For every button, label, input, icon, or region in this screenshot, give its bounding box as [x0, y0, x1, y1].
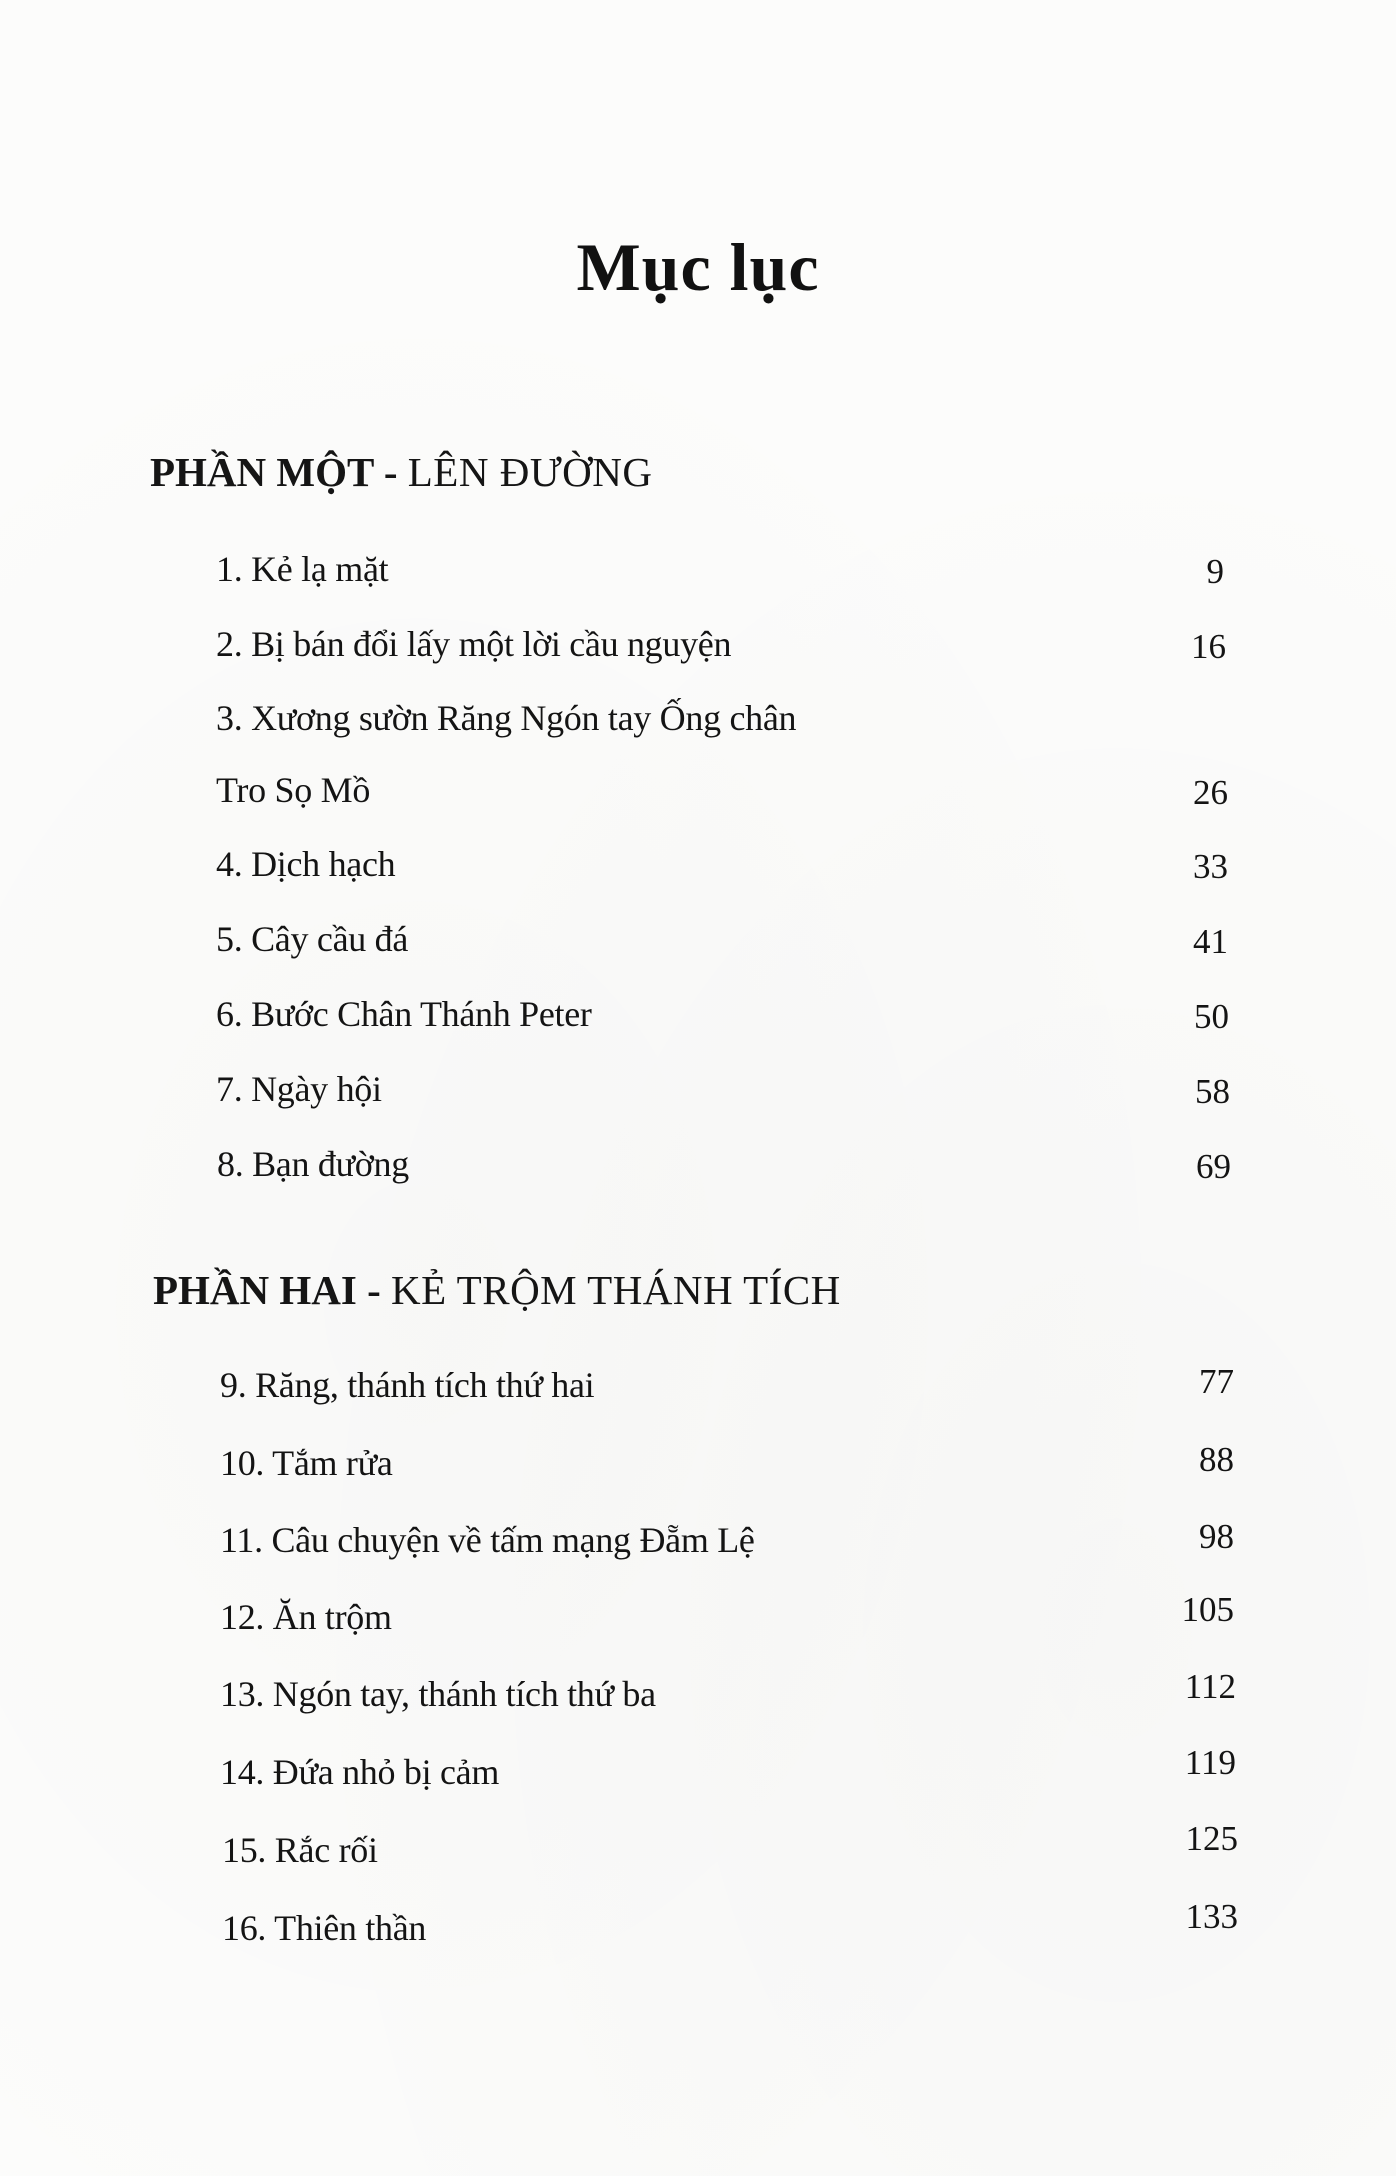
entry-page-number: 26: [1193, 773, 1228, 812]
part-separator: -: [373, 449, 408, 495]
entry-title: 12. Ăn trộm: [220, 1597, 392, 1637]
entry-page-number: 9: [1206, 552, 1224, 591]
toc-entry[interactable]: [0, 843, 1396, 903]
toc-entry[interactable]: [0, 548, 1396, 608]
entry-page-number: 119: [1184, 1743, 1236, 1782]
entry-page-number: 50: [1194, 997, 1229, 1036]
part-heading-2: [153, 1266, 841, 1314]
entry-page-number: 41: [1193, 922, 1228, 961]
entry-title: 10. Tắm rửa: [220, 1443, 393, 1483]
entry-title: 9. Răng, thánh tích thứ hai: [220, 1365, 595, 1405]
entry-page-number: 133: [1185, 1897, 1238, 1936]
entry-title: 2. Bị bán đổi lấy một lời cầu nguyện: [216, 624, 732, 664]
part-title: KẺ TRỘM THÁNH TÍCH: [391, 1267, 841, 1313]
entry-title-continuation: Tro Sọ Mồ: [216, 770, 371, 810]
toc-entry[interactable]: [0, 993, 1396, 1053]
toc-entry[interactable]: [0, 697, 1396, 827]
entry-page-number: 58: [1195, 1072, 1230, 1111]
entry-title: 1. Kẻ lạ mặt: [216, 549, 389, 589]
toc-entry[interactable]: [0, 1442, 1396, 1502]
entry-title: 6. Bước Chân Thánh Peter: [216, 994, 592, 1034]
toc-entry[interactable]: [0, 1143, 1396, 1203]
entry-title: 3. Xương sườn Răng Ngón tay Ống chân: [216, 698, 797, 738]
entry-page-number: 125: [1185, 1819, 1238, 1858]
entry-page-number: 105: [1181, 1590, 1234, 1629]
entry-page-number: 69: [1196, 1147, 1231, 1186]
entry-title: 15. Rắc rối: [222, 1830, 378, 1870]
part-title: LÊN ĐƯỜNG: [407, 449, 653, 495]
page-title: Mục lục: [576, 229, 820, 305]
entry-title: 11. Câu chuyện về tấm mạng Đẵm Lệ: [220, 1520, 755, 1560]
entry-title: 13. Ngón tay, thánh tích thứ ba: [220, 1674, 656, 1714]
entry-page-number: 88: [1199, 1440, 1234, 1479]
toc-entry[interactable]: [0, 1519, 1396, 1579]
part-label: PHẦN MỘT: [150, 449, 374, 495]
entry-page-number: 98: [1199, 1517, 1234, 1556]
entry-page-number: 16: [1191, 627, 1226, 666]
toc-entry[interactable]: [0, 1667, 1396, 1733]
part-label: PHẦN HAI: [153, 1267, 357, 1313]
toc-entry[interactable]: [0, 623, 1396, 683]
toc-entry[interactable]: [0, 918, 1396, 978]
entry-title: 14. Đứa nhỏ bị cảm: [220, 1752, 500, 1792]
entry-page-number: 112: [1184, 1667, 1236, 1706]
entry-title: 8. Bạn đường: [217, 1144, 409, 1184]
entry-title: 5. Cây cầu đá: [216, 919, 409, 959]
toc-entry[interactable]: [0, 1068, 1396, 1128]
entry-page-number: 77: [1199, 1362, 1234, 1401]
entry-title: 4. Dịch hạch: [216, 844, 396, 884]
part-separator: -: [356, 1267, 392, 1313]
toc-entry[interactable]: [0, 1819, 1396, 1889]
entry-title: 16. Thiên thần: [222, 1908, 427, 1948]
toc-entry[interactable]: [0, 1897, 1396, 1967]
toc-entry[interactable]: [0, 1743, 1396, 1811]
toc-entry[interactable]: [0, 1590, 1396, 1656]
part-heading-1: [150, 448, 652, 496]
entry-page-number: 33: [1193, 847, 1228, 886]
entry-title: 7. Ngày hội: [216, 1069, 382, 1109]
toc-entry[interactable]: [0, 1364, 1396, 1424]
